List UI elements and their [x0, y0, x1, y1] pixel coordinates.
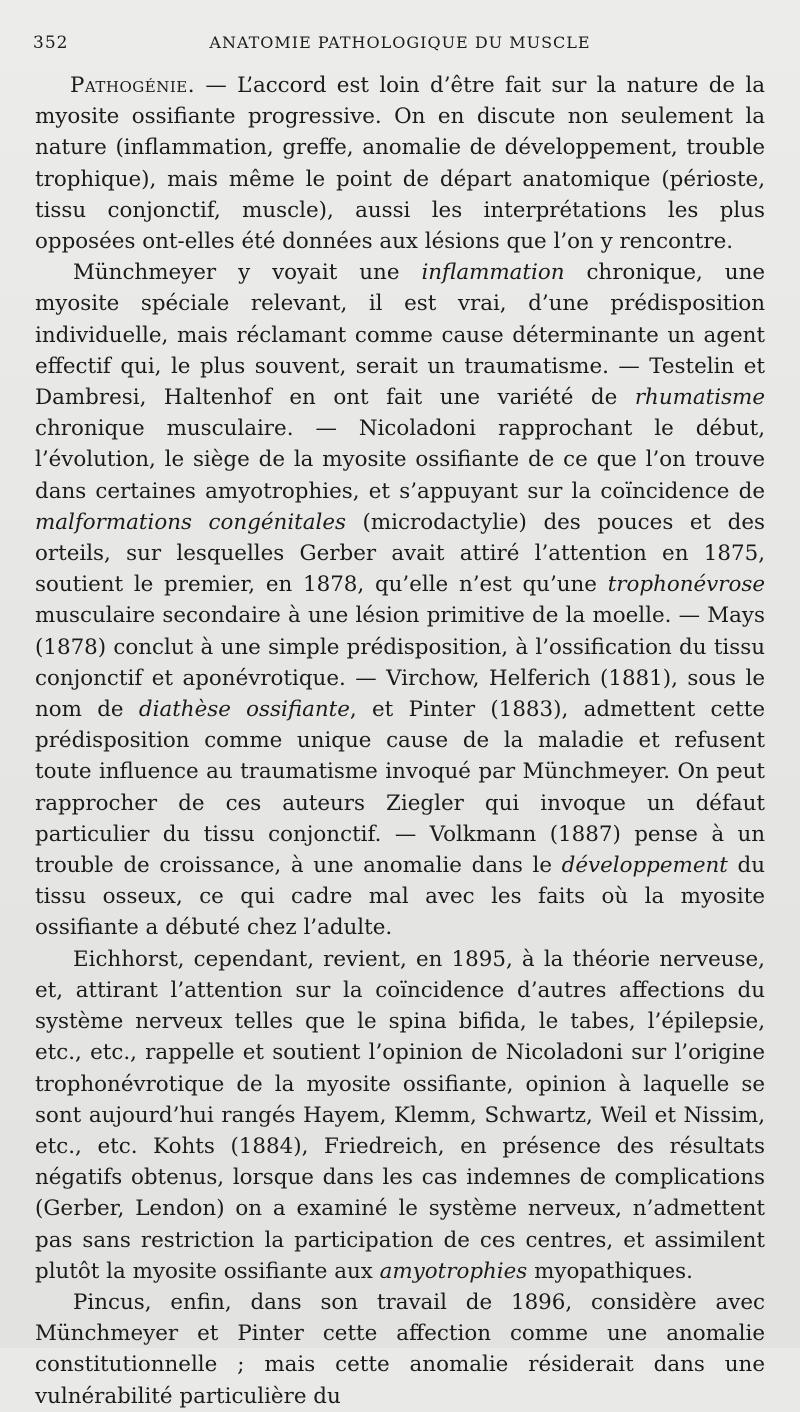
text-run: Münchmeyer y voyait une [73, 260, 422, 286]
text-run: , et Pinter (1883), admettent cette prédisposition comme unique cause de la maladie et refusent toute influence au traumatisme invoqué par Münchmeyer. On peut rapprocher de ces auteurs Ziegler qui invoque un défaut particulier du tissu conjonctif. — Volkmann (1887) pense à un trouble de croissance, à une anomalie dans le [35, 697, 766, 879]
text-run: chronique musculaire. — Nicoladoni rapprochant le début, l’évolution, le siège de la myosite ossifiante de ce que l’on trouve dans certaines amyotrophies, et s’appuyant sur la coïncidence de [35, 416, 765, 504]
body-text [35, 70, 765, 1412]
paragraph [35, 944, 765, 1287]
running-title: ANATOMIE PATHOLOGIQUE DU MUSCLE [209, 33, 591, 52]
text-run: musculaire secondaire à une lésion primitive de la moelle. — Mays (1878) conclut à une simple prédisposition, à l’ossification du tissu conjonctif et aponévrotique. — Virchow, Helferich (1881), sous le nom de [35, 603, 765, 723]
paragraph [35, 1287, 765, 1412]
italic-term: inflammation [421, 260, 565, 286]
italic-term: malformations congénitales [35, 509, 346, 535]
text-run: Eichhorst, cependant, revient, en 1895, à la théorie nerveuse, et, attirant l’attention sur la coïncidence d’autres affections du système nerveux telles que le spina bifida, le tabes, l’épilepsie, etc., etc., rappelle et soutient l’opinion de Nicoladoni sur l’origine trophonévrotique de la myosite ossifiante, opinion à laquelle se sont aujourd’hui rangés Hayem, Klemm, Schwartz, Weil et Nissim, etc., etc. Kohts (1884), Friedreich, en présence des résultats négatifs obtenus, lorsque dans les cas indemnes de complications (Gerber, Lendon) on a examiné le système nerveux, n’admettent pas sans restriction la participation de ces centres, et assimilent plutôt la myosite ossifiante aux [35, 946, 765, 1284]
italic-term: diathèse ossifiante [138, 697, 350, 723]
italic-term: rhumatisme [634, 385, 765, 411]
text-run: Pincus, enfin, dans son travail de 1896, considère avec Münchmeyer et Pinter cette affection comme une anomalie constitutionnelle ; mais cette anomalie résiderait dans une vulnérabilité particulière du [35, 1289, 765, 1409]
italic-term: amyotrophies [379, 1258, 528, 1284]
page-header [33, 33, 767, 57]
section-label: Pathogénie. [70, 73, 196, 98]
paragraph [35, 257, 765, 943]
page-number: 352 [33, 33, 69, 53]
italic-term: trophonévrose [607, 572, 765, 598]
text-run: chronique, une myosite spéciale relevant, il est vrai, d’une prédisposition individuelle, mais réclamant comme cause déterminante un agent effectif qui, le plus souvent, serait un traumatisme. — Testelin et Dambresi, Haltenhof en ont fait une variété de [35, 260, 766, 411]
text-run: (microdactylie) des pouces et des orteils, sur lesquelles Gerber avait attiré l’attention en 1875, soutient le premier, en 1878, qu’elle n’est qu’une [35, 509, 765, 598]
italic-term: développement [561, 853, 728, 879]
text-run: myopathiques. [527, 1258, 693, 1284]
paragraph [35, 70, 765, 257]
text-run: — L’accord est loin d’être fait sur la nature de la myosite ossifiante progressive. On en discute non seulement la nature (inflammation, greffe, anomalie de développement, trouble trophique), mais même le point de départ anatomique (périoste, tissu conjonctif, muscle), aussi les interprétations les plus opposées ont-elles été données aux lésions que l’on y rencontre. [35, 73, 765, 255]
text-run: du tissu osseux, ce qui cadre mal avec les faits où la myosite ossifiante a débuté chez l’adulte. [35, 853, 765, 941]
